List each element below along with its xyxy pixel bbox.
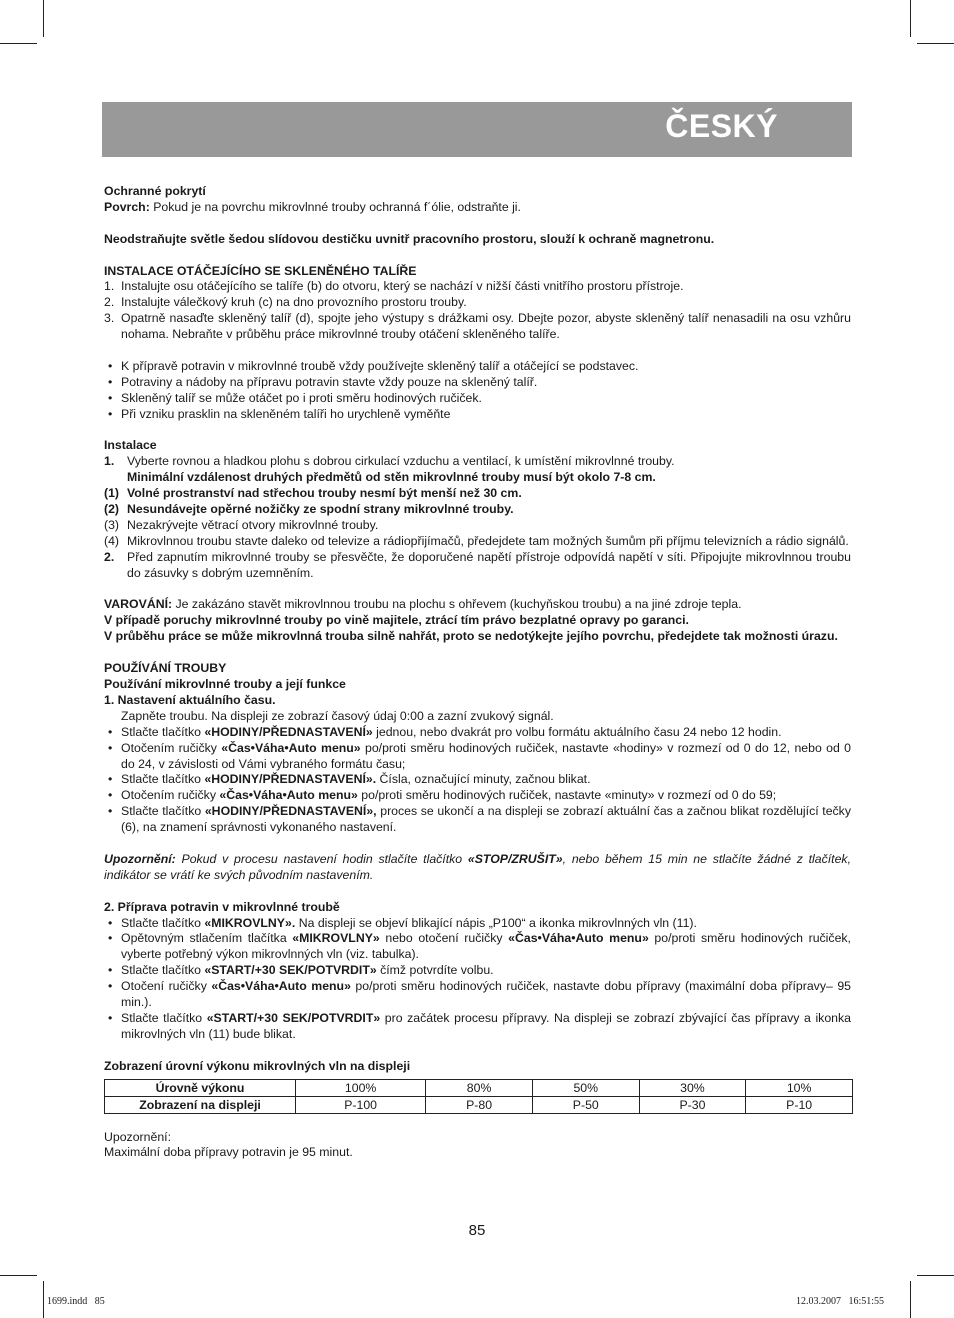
bullet: • (108, 724, 113, 739)
paragraph: V případě poruchy mikrovlnné trouby po vině majitele, ztrácí tím právo bezplatné opravy po garanci. (104, 613, 689, 628)
table-cell: 30% (639, 1079, 746, 1096)
item-text: Potraviny a nádoby na přípravu potravin stavte vždy pouze na skleněný talíř. (121, 374, 538, 389)
item-text: Skleněný talíř se může otáčet po i proti směru hodinových ručiček. (121, 390, 482, 405)
list-item (104, 788, 851, 804)
item-text (121, 772, 851, 788)
row-header: Úrovně výkonu (105, 1079, 296, 1096)
bullet: • (108, 406, 113, 421)
table-row (105, 1096, 853, 1113)
text: Je zakázáno stavět mikrovlnnou troubu na plochu s ohřevem (kuchyňskou troubu) a na jiné zdroje tepla. (172, 597, 742, 612)
crop-mark (910, 0, 911, 37)
paragraph (104, 200, 851, 216)
paragraph: V průběhu práce se může mikrovlnná trouba silně nahřát, proto se nedotýkejte jejího povrchu, předejdete tak možnosti úrazu. (104, 629, 838, 644)
list-item (104, 502, 851, 518)
text: Pokud v procesu nastavení hodin stlačíte tlačítko (175, 851, 468, 866)
list-item (104, 375, 851, 391)
bullet: • (108, 358, 113, 373)
list-item (104, 454, 851, 486)
text-bold: Minimální vzdálenost druhých předmětů od stěn mikrovlnné trouby musí být okolo 7-8 cm. (127, 470, 656, 485)
page-number: 85 (468, 1222, 486, 1239)
footer-file-info: 1699.indd 85 (47, 1296, 105, 1307)
list-item (104, 550, 851, 582)
subheading: 1. Nastavení aktuálního času. (104, 692, 276, 707)
item-text: Volné prostranství nad střechou trouby nesmí být menší než 30 cm. (127, 486, 522, 501)
label: Upozornění: (104, 851, 176, 866)
item-text (121, 979, 851, 1011)
item-text (121, 931, 851, 963)
text: Stlačte tlačítko (121, 963, 205, 978)
section-heading: POUŽÍVÁNÍ TROUBY (104, 661, 227, 676)
text: Otočení ručičky (121, 979, 212, 994)
list-item (104, 518, 851, 534)
text: jednou, nebo dvakrát pro volbu formátu aktuálního času 24 nebo 12 hodin. (372, 724, 782, 739)
text: po/proti směru hodinových ručiček, vyberte potřebný výkon mikrovlnných vln (viz. tabulka). (121, 931, 851, 962)
footer-timestamp: 12.03.2007 16:51:55 (795, 1296, 884, 1307)
section-heading: INSTALACE OTÁČEJÍCÍHO SE SKLENĚNÉHO TALÍŘE (104, 263, 417, 278)
item-text: Při vzniku prasklin na skleněném talíři ho urychleně vyměňte (121, 406, 451, 421)
bullet: • (108, 740, 113, 755)
crop-mark (43, 1281, 44, 1318)
item-number: 2. (104, 549, 115, 564)
item-text: Opatrně nasaďte skleněný talíř (d), spojte jeho výstupy s drážkami osy. Dbejte pozor, abyste skleněný talíř nenasadili na osu vzhůru nohama. Nebraňte v průběhu práce mikrovlnné trouby otáčení skleněného talíře. (121, 311, 851, 342)
text: Otočením ručičky (121, 740, 222, 755)
note-text: Maximální doba přípravy potravin je 95 minut. (104, 1145, 353, 1160)
list-item (104, 279, 851, 295)
table-row (105, 1079, 853, 1096)
section-heading: Instalace (104, 438, 157, 453)
list-item (104, 295, 851, 311)
list-item (104, 804, 851, 836)
document-body (104, 184, 851, 1161)
text: Na displeji se objeví blikající nápis „P100“ a ikonka mikrovlnných vln (11). (295, 915, 697, 930)
table-heading: Zobrazení úrovní výkonu mikrovlných vln na displeji (104, 1058, 411, 1073)
item-number: 3. (104, 311, 115, 326)
list-item (104, 725, 851, 741)
item-text: Instalujte válečkový kruh (c) na dno provozního prostoru trouby. (121, 295, 467, 310)
bullet: • (108, 804, 113, 819)
table-cell: P-30 (639, 1096, 746, 1113)
text: Stlačte tlačítko (121, 915, 205, 930)
list-item (104, 391, 851, 407)
button-name: «Čas•Váha•Auto menu» (211, 979, 351, 994)
text: Opětovným stlačením tlačítka (121, 931, 293, 946)
text: nebo otočení ručičky (379, 931, 509, 946)
bullet: • (108, 390, 113, 405)
button-name: «MIKROVLNY». (204, 915, 296, 930)
label: VAROVÁNÍ: (104, 597, 173, 612)
mica-warning: Neodstraňujte světle šedou slídovou destičku uvnitř pracovního prostoru, slouží k ochraně magnetronu. (104, 231, 715, 246)
text: po/proti směru hodinových ručiček, nastavte «hodiny» v rozmezí od 0 do 12, nebo od 0 do 24, v závislosti od Vámi vybraného formátu času; (121, 740, 852, 771)
list-item (104, 931, 851, 963)
bullet: • (108, 1011, 113, 1025)
power-level-table (104, 1079, 853, 1114)
bullet: • (108, 788, 113, 803)
bullet: • (108, 979, 113, 994)
note-label: Upozornění: (104, 1129, 171, 1144)
button-name: «HODINY/PŘEDNASTAVENÍ», (204, 804, 377, 819)
table-cell: 50% (532, 1079, 639, 1096)
item-text (121, 963, 851, 979)
item-text: K přípravě potravin v mikrovlnné troubě vždy používejte skleněný talíř a otáčející se podstavec. (121, 358, 639, 373)
table-cell: P-80 (426, 1096, 533, 1113)
list-item (104, 311, 851, 343)
item-text: Nesundávejte opěrné nožičky ze spodní strany mikrovlnné trouby. (127, 502, 514, 517)
item-text: Mikrovlnnou troubu stavte daleko od televize a rádiopřijímačů, předejdete tam možných šumům při příjmu televizních a rádio signálů. (127, 533, 849, 548)
button-name: «HODINY/PŘEDNASTAVENÍ». (204, 772, 377, 787)
bullet: • (108, 374, 113, 389)
section-heading: Ochranné pokrytí (104, 184, 206, 198)
item-number: 1. (104, 279, 115, 294)
text: , nebo během 15 min ne stlačíte žádné z tlačítek, indikátor se vrátí ke svých původním nastavením. (104, 851, 851, 882)
button-name: «HODINY/PŘEDNASTAVENÍ» (204, 724, 373, 739)
row-header: Zobrazení na displeji (105, 1096, 296, 1113)
button-name: «START/+30 SEK/POTVRDIT» (204, 963, 377, 978)
text: Pokud je na povrchu mikrovlnné trouby ochranná f´ólie, odstraňte ji. (149, 199, 521, 214)
text: proces se ukončí a na displeji se zobrazí aktuální čas a začnou blikat rozdělující tečky (6), na znamení správnosti vykonaného nastavení. (121, 804, 851, 835)
page-title: ČESKÝ (665, 108, 778, 144)
list-item (104, 359, 851, 375)
header-bar (102, 102, 852, 157)
crop-mark (917, 1275, 954, 1276)
table-cell: 100% (296, 1079, 426, 1096)
item-text (127, 454, 851, 486)
text: Stlačte tlačítko (121, 724, 205, 739)
button-name: «Čas•Váha•Auto menu» (219, 788, 358, 803)
list-item (104, 741, 851, 773)
note (104, 852, 851, 884)
list-item (104, 407, 851, 423)
crop-mark (0, 43, 37, 44)
list-item (104, 963, 851, 979)
table-cell: 10% (746, 1079, 853, 1096)
label: Povrch: (104, 199, 150, 214)
table-cell: P-10 (746, 1096, 853, 1113)
list-item (104, 1011, 851, 1043)
button-name: «Čas•Váha•Auto menu» (221, 740, 361, 755)
button-name: «Čas•Váha•Auto menu» (508, 931, 649, 946)
list-item (104, 772, 851, 788)
bullet: • (108, 963, 113, 978)
text: čímž potvrdíte volbu. (376, 963, 494, 978)
text: Stlačte tlačítko (121, 772, 205, 787)
item-number: 2. (104, 295, 115, 310)
item-number: (3) (104, 517, 120, 532)
button-name: «MIKROVLNY» (292, 931, 380, 946)
list-item (104, 486, 851, 502)
paragraph: Zapněte troubu. Na displeji ze zobrazí časový údaj 0:00 a zazní zvukový signál. (121, 708, 554, 723)
list-item (104, 979, 851, 1011)
crop-mark (917, 43, 954, 44)
item-text (121, 725, 851, 741)
subheading: 2. Příprava potravin v mikrovlnné troubě (104, 899, 340, 914)
item-text: Před zapnutím mikrovlnné trouby se přesvěčte, že doporučené napětí přístroje odpovídá napětí v síti. Připojujte mikrovlnnou troubu do zásuvky s dobrým uzemněním. (127, 549, 851, 580)
item-number: (1) (104, 486, 120, 501)
button-name: «START/+30 SEK/POTVRDIT» (206, 1011, 381, 1025)
text: Stlačte tlačítko (121, 1011, 207, 1025)
button-name: «STOP/ZRUŠIT» (467, 851, 563, 866)
text: Otočením ručičky (121, 788, 220, 803)
text: pro začátek procesu přípravy. Na displeji se zobrazí zbývající čas přípravy a ikonka mikrovlných vln (11) bude blikat. (121, 1011, 852, 1041)
text: Vyberte rovnou a hladkou plohu s dobrou cirkulací vzduchu a ventilací, k umístění mikrovlnné trouby. (127, 454, 675, 469)
table-cell: P-50 (532, 1096, 639, 1113)
list-item (104, 534, 851, 550)
item-number: 1. (104, 454, 115, 469)
bullet: • (108, 772, 113, 787)
item-text (121, 788, 851, 804)
text: po/proti směru hodinových ručiček, nastavte «minuty» v rozmezí od 0 do 59; (357, 788, 777, 803)
item-number: (2) (104, 502, 120, 517)
table-cell: 80% (426, 1079, 533, 1096)
item-text: Instalujte osu otáčejícího se talíře (b) do otvoru, který se nachází v nižší části vnitřího prostoru přístroje. (121, 279, 684, 294)
item-text (121, 1011, 851, 1043)
item-text (121, 916, 851, 932)
table-cell: P-100 (296, 1096, 426, 1113)
subheading: Používání mikrovlnné trouby a její funkce (104, 677, 346, 691)
crop-mark (43, 0, 44, 37)
paragraph (104, 597, 851, 613)
list-item (104, 916, 851, 932)
crop-mark (0, 1275, 37, 1276)
item-text (121, 741, 851, 773)
item-number: (4) (104, 533, 120, 548)
crop-mark (910, 1281, 911, 1318)
text: po/proti směru hodinových ručiček, nastavte dobu přípravy (maximální doba přípravy– 95 min.). (121, 979, 851, 1010)
bullet: • (108, 915, 113, 930)
bullet: • (108, 931, 113, 946)
item-text (121, 804, 851, 836)
text: Stlačte tlačítko (121, 804, 205, 819)
item-text: Nezakrývejte větrací otvory mikrovlnné trouby. (127, 517, 379, 532)
text: Čísla, označující minuty, začnou blikat. (376, 772, 591, 787)
